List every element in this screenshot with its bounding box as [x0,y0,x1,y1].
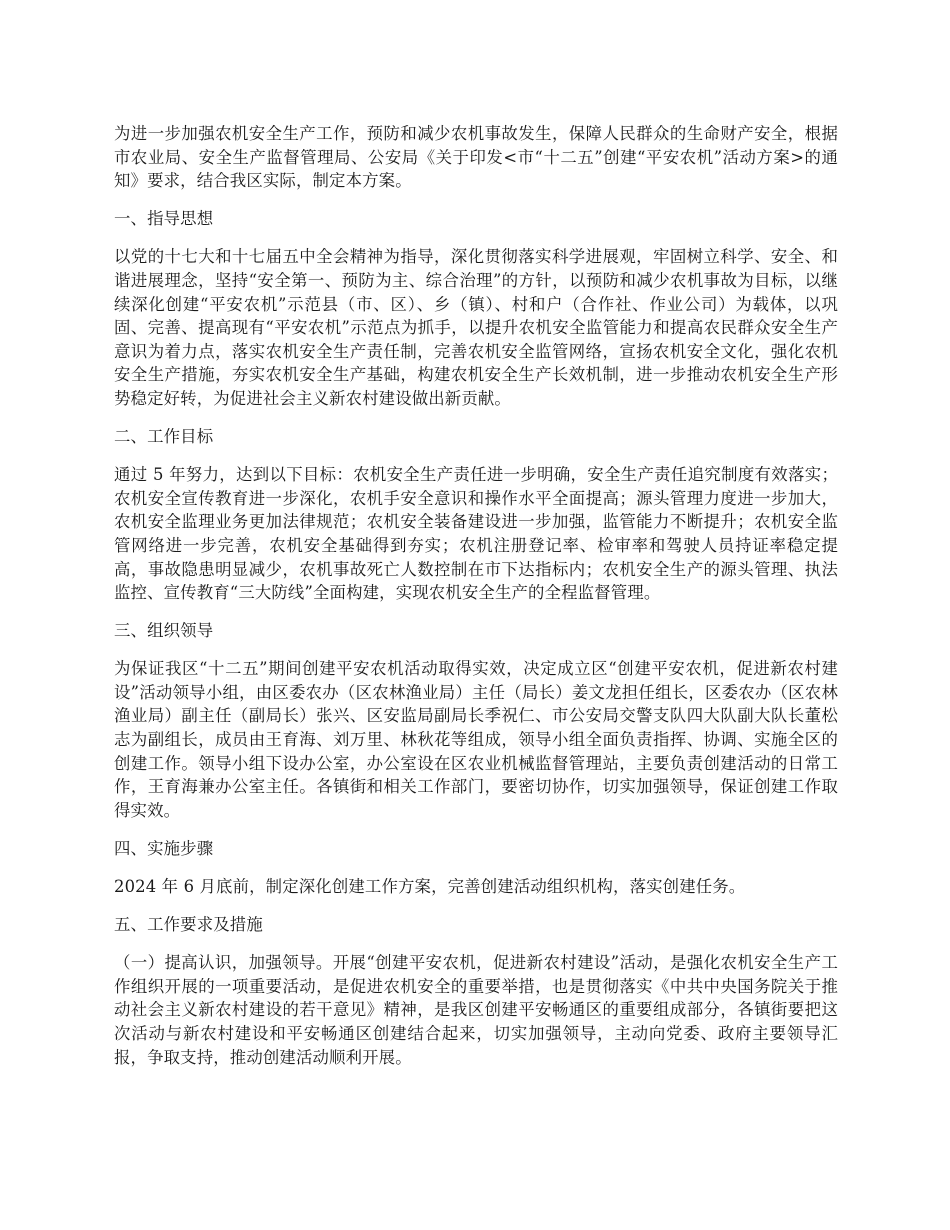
section-paragraph: 通过 5 年努力，达到以下目标：农机安全生产责任进一步明确，安全生产责任追究制度有效落实；农机安全宣传教育进一步深化，农机手安全意识和操作水平全面提高；源头管理力度进一步加大，农机安全监理业务更加法律规范；农机安全装备建设进一步加强，监管能力不断提升；农机安全监管网络进一步完善，农机安全基础得到夯实；农机注册登记率、检审率和驾驶人员持证率稳定提高，事故隐患明显减少，农机事故死亡人数控制在市下达指标内；农机安全生产的源头管理、执法监控、宣传教育“三大防线”全面构建，实现农机安全生产的全程监督管理。 [114,465,838,603]
section-paragraph: 2024 年 6 月底前，制定深化创建工作方案，完善创建活动组织机构，落实创建任务。 [114,877,746,897]
section-paragraph: 以党的十七大和十七届五中全会精神为指导，深化贯彻落实科学进展观，牢固树立科学、安全、和谐进展理念，坚持“安全第一、预防为主、综合治理”的方针，以预防和减少农机事故为目标，以继续深化创建“平安农机”示范县（市、区）、乡（镇）、村和户（合作社、作业公司）为载体，以巩固、完善、提高现有“平安农机”示范点为抓手，以提升农机安全监管能力和提高农民群众安全生产意识为着力点，落实农机安全生产责任制，完善农机安全监管网络，宣扬农机安全文化，强化农机安全生产措施，夯实农机安全生产基础，构建农机安全生产长效机制，进一步推动农机安全生产形势稳定好转，为促进社会主义新农村建设做出新贡献。 [114,247,838,408]
section-heading: 一、指导思想 [114,209,214,229]
section-requirements-measures [114,913,838,1069]
section-guiding-ideology [114,207,838,410]
intro-paragraph: 为进一步加强农机安全生产工作，预防和减少农机事故发生，保障人民群众的生命财产安全，根据市农业局、安全生产监督管理局、公安局《关于印发<市“十二五”创建“平安农机”活动方案>的通知》要求，结合我区实际，制定本方案。 [114,124,838,191]
section-heading: 四、实施步骤 [114,838,214,858]
section-organization-leadership [114,619,838,822]
section-implementation-steps [114,837,838,899]
section-paragraph: 为保证我区“十二五”期间创建平安农机活动取得实效，决定成立区“创建平安农机，促进新农村建设”活动领导小组，由区委农办（区农林渔业局）主任（局长）姜文龙担任组长，区委农办（区农林渔业局）副主任（副局长）张兴、区安监局副局长季祝仁、市公安局交警支队四大队副大队长董松志为副组长，成员由王育海、刘万里、林秋花等组成，领导小组全面负责指挥、协调、实施全区的创建工作。领导小组下设办公室，办公室设在区农业机械监督管理站，主要负责创建活动的日常工作，王育海兼办公室主任。各镇街和相关工作部门，要密切协作，切实加强领导，保证创建工作取得实效。 [114,659,838,820]
section-heading: 五、工作要求及措施 [114,915,263,935]
document-body [114,122,838,1084]
section-heading: 二、工作目标 [114,427,214,447]
section-work-goals [114,425,838,605]
section-heading: 三、组织领导 [114,621,214,641]
section-paragraph: （一）提高认识，加强领导。开展“创建平安农机，促进新农村建设”活动，是强化农机安全生产工作组织开展的一项重要活动，是促进农机安全的重要举措，也是贯彻落实《中共中央国务院关于推动社会主义新农村建设的若干意见》精神，是我区创建平安畅通区的重要组成部分，各镇街要把这次活动与新农村建设和平安畅通区创建结合起来，切实加强领导，主动向党委、政府主要领导汇报，争取支持，推动创建活动顺利开展。 [114,953,838,1067]
